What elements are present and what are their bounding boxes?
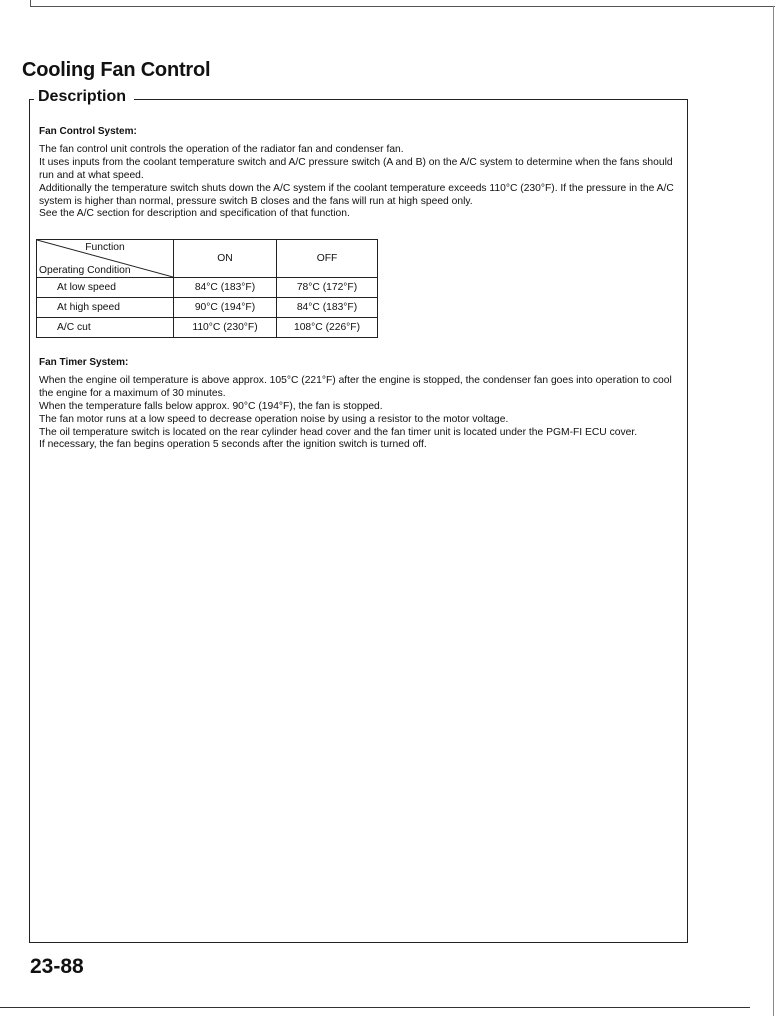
function-header: Function: [85, 242, 125, 253]
fan-spec-table: [36, 239, 378, 338]
fan-timer-paragraph: The fan motor runs at a low speed to decrease operation noise by using a resistor to the motor voltage.: [39, 413, 509, 425]
table-header-row: [37, 240, 378, 278]
fan-control-paragraph: See the A/C section for description and specification of that function.: [39, 208, 350, 220]
fan-control-paragraph: It uses inputs from the coolant temperature switch and A/C pressure switch (A and B) on the A/C system to determine when the fans should run and at what speed.: [39, 156, 673, 181]
fan-timer-section: [39, 357, 679, 452]
off-value-cell: 78°C (172°F): [277, 278, 378, 298]
fan-control-paragraph: Additionally the temperature switch shuts down the A/C system if the coolant temperature exceeds 110°C (230°F). If the pressure in the A/C system is higher than normal, pressure switch B closes and the fans will run at high speed only.: [39, 182, 674, 207]
on-value-cell: 90°C (194°F): [174, 298, 277, 318]
fan-control-section: [39, 126, 679, 221]
frame-corner-tick: [29, 99, 30, 108]
off-column-header: OFF: [277, 240, 378, 278]
right-border-line: [773, 6, 774, 1016]
fan-timer-paragraph: The oil temperature switch is located on the rear cylinder head cover and the fan timer unit is located under the PGM-FI ECU cover.: [39, 426, 638, 438]
description-frame: [29, 99, 688, 943]
section-label: Description: [34, 85, 134, 109]
condition-cell: A/C cut: [37, 318, 174, 338]
table-corner-header: [37, 240, 174, 278]
condition-cell: At high speed: [37, 298, 174, 318]
table-row: [37, 318, 378, 338]
fan-timer-paragraph: If necessary, the fan begins operation 5 seconds after the ignition switch is turned off.: [39, 439, 427, 451]
top-border-line: [30, 6, 775, 7]
on-value-cell: 84°C (183°F): [174, 278, 277, 298]
page-number: 23-88: [30, 955, 84, 978]
on-value-cell: 110°C (230°F): [174, 318, 277, 338]
condition-cell: At low speed: [37, 278, 174, 298]
table-row: [37, 298, 378, 318]
operating-condition-header: Operating Condition: [39, 265, 131, 276]
fan-control-heading: Fan Control System:: [39, 126, 137, 137]
fan-timer-heading: Fan Timer System:: [39, 357, 129, 368]
fan-timer-paragraph: When the engine oil temperature is above approx. 105°C (221°F) after the engine is stopped, the condenser fan goes into operation to cool the engine for a maximum of 30 minutes.: [39, 374, 672, 399]
fan-timer-paragraph: When the temperature falls below approx. 90°C (194°F), the fan is stopped.: [39, 400, 383, 412]
page-title: Cooling Fan Control: [22, 59, 211, 81]
fan-control-paragraph: The fan control unit controls the operation of the radiator fan and condenser fan.: [39, 143, 404, 155]
off-value-cell: 108°C (226°F): [277, 318, 378, 338]
off-value-cell: 84°C (183°F): [277, 298, 378, 318]
table-row: [37, 278, 378, 298]
top-corner-tick: [30, 0, 31, 7]
bottom-border-line: [0, 1007, 750, 1008]
on-column-header: ON: [174, 240, 277, 278]
